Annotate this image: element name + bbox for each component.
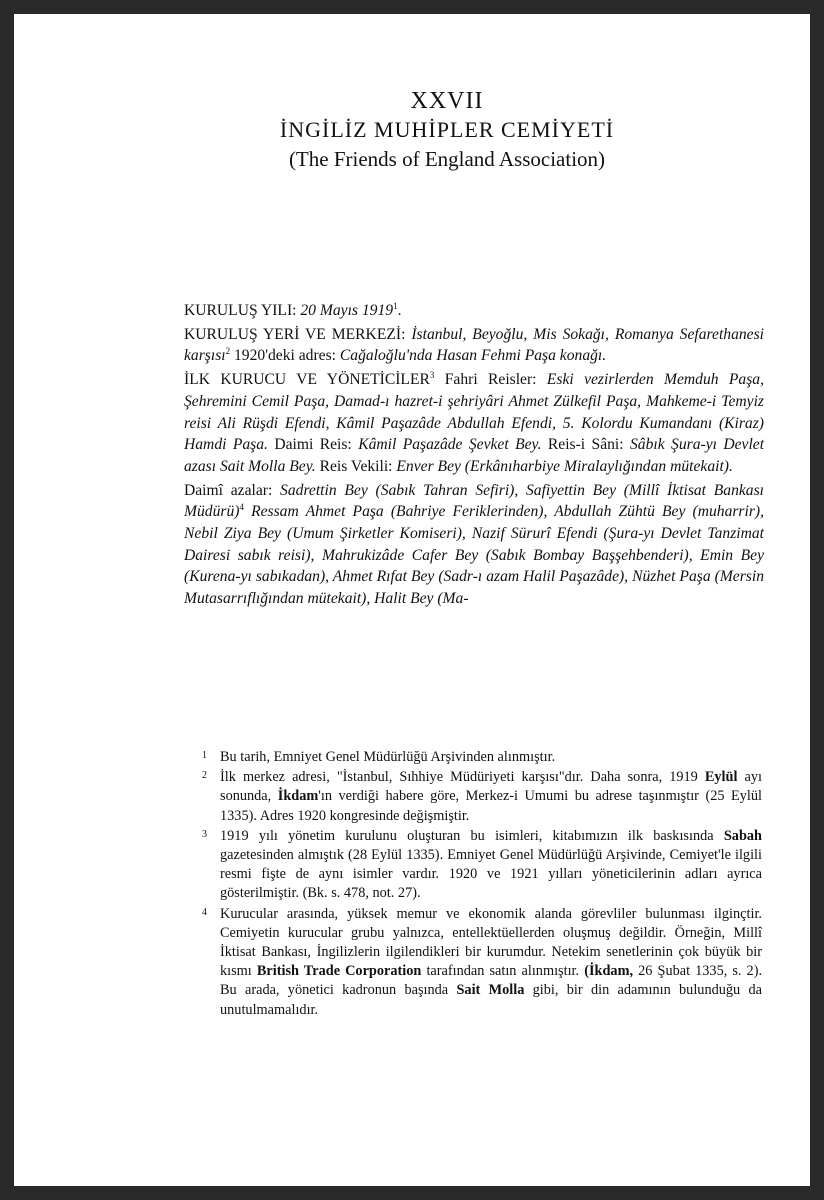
footnote-text: 26 Şubat 1335, s. 2). Bu arada, yönetici kadronun başında	[220, 963, 763, 999]
footnote-text: Bu tarih, Emniyet Genel Müdürlüğü Arşivinden alınmıştır.	[220, 749, 556, 765]
address-value: Cağaloğlu'nda Hasan Fehmi Paşa konağı.	[339, 347, 607, 365]
footnote-bold: Sait Molla	[456, 982, 525, 999]
footnote-bold: İkdam	[277, 788, 319, 805]
members-paragraph	[184, 480, 764, 610]
honorary-label: Fahri Reisler:	[444, 371, 537, 389]
footnotes	[202, 748, 762, 1021]
footnote-ref: 4	[239, 502, 244, 513]
footnote-text: gibi, bir din adamının bulunduğu da unutulmamalıdır.	[220, 982, 762, 1018]
footnote-2	[202, 768, 762, 826]
vice-president-label: Reis-i Sâni:	[547, 436, 624, 454]
deputy-label: Reis Vekili:	[319, 457, 393, 475]
footnote-4	[202, 905, 762, 1020]
chapter-number: XXVII	[410, 88, 484, 114]
footnote-text: 'ın verdiği habere göre, Merkez-i Umumi bu adrese taşınmıştır (25 Eylül 1335). Adres 1920 kongresinde değişmiştir.	[220, 788, 763, 824]
footnote-bold: British Trade Corporation	[256, 963, 422, 980]
deputy-value: Enver Bey (Erkânıharbiye Miralaylığından mütekait).	[396, 457, 733, 475]
members-label: Daimî azalar:	[184, 481, 273, 499]
footnote-bold: Eylül	[704, 769, 738, 786]
founding-year-label: KURULUŞ YILI:	[184, 302, 297, 319]
footnote-ref: 2	[225, 346, 231, 357]
footnote-1	[202, 748, 762, 767]
footnote-text: Kurucular arasında, yüksek memur ve ekonomik alanda görevliler bulunması ilginçtir. Cemiyetin kurucular grubu yalnızca, entellektüellerden oluşmuş değildir. Örneğin, Millî İktisat Bankası, İngilizlerin ilgilendikleri bir kurumdur. Netekim senetlerinin çok büyük bir kısmı	[220, 905, 762, 980]
chapter-title: İNGİLİZ MUHİPLER CEMİYETİ	[279, 117, 615, 142]
honorary-value: Eski vezirlerden Memduh Paşa, Şehremini Cemil Paşa, Damad-ı hazret-i şehriyâri Ahmet Zülkefil Paşa, Mahkeme-i Temyiz reisi Ali Rüşdi Efendi, Kâmil Paşazâde Abdullah Efendi, 5. Kolordu Kumandanı (Kiraz) Hamdi Paşa.	[184, 371, 764, 454]
footnote-3	[202, 827, 762, 904]
footnote-number: 2	[202, 770, 207, 782]
footnote-text: İlk merkez adresi, "İstanbul, Sıhhiye Müdüriyeti karşısı"dır. Daha sonra, 1919	[220, 769, 698, 786]
president-label: Daimi Reis:	[274, 436, 352, 454]
footnote-text: ayı sonunda,	[220, 769, 762, 805]
book-page	[14, 14, 810, 1186]
founding-year-paragraph: KURULUŞ YILI: 20 Mayıs 1919$^1$.	[184, 300, 402, 319]
address-prefix: 1920'deki adres:	[234, 347, 336, 365]
footnote-number: 4	[202, 906, 207, 918]
location-value: İstanbul, Beyoğlu, Mis Sokağı, Romanya Sefarethanesi karşısı	[184, 325, 764, 365]
vice-president-value: Sâbık Şura-yı Devlet azası Sait Molla Bey.	[184, 436, 765, 475]
founders-label: İLK KURUCU VE YÖNETİCİLER	[184, 371, 430, 389]
footnote-bold: (İkdam,	[584, 963, 634, 980]
founders-paragraph	[184, 369, 764, 478]
footnote-ref: 1	[393, 300, 398, 311]
members-value-b: Ressam Ahmet Paşa (Bahriye Feriklerinden), Abdullah Zühtü Bey (muharrir), Nebil Ziya Bey (Umum Şirketler Komiseri), Nazif Sürurî Efendi (Şura-yı Devlet Tanzimat Dairesi sabık reisi), Mahrukizâde Cafer Bey (Sabık Bombay Başşehbenderi), Emin Bey (Kurena-yı sabıkadan), Ahmet Rıfat Bey (Sadr-ı azam Halil Paşazâde), Nüzhet Paşa (Mersin Mutasarrıflığından mütekait), Halit Bey (Ma-	[184, 503, 764, 608]
founding-year-value: 20 Mayıs 1919	[300, 302, 394, 319]
main-text	[184, 300, 764, 610]
members-value-a: Sadrettin Bey (Sabık Tahran Sefiri), Safiyettin Bey (Millî İktisat Bankası Müdürü)	[184, 481, 765, 521]
location-paragraph	[184, 324, 764, 367]
footnote-number: 3	[202, 828, 207, 840]
chapter-subtitle: (The Friends of England Association)	[288, 147, 606, 171]
footnote-number: 1	[202, 750, 207, 761]
footnote-text: 1919 yılı yönetim kurulunu oluşturan bu isimleri, kitabımızın ilk baskısında	[220, 827, 714, 844]
footnote-bold: Sabah	[723, 827, 763, 844]
location-label: KURULUŞ YERİ VE MERKEZİ:	[184, 325, 406, 343]
footnote-ref: 3	[429, 369, 435, 380]
president-value: Kâmil Paşazâde Şevket Bey.	[358, 436, 542, 454]
footnote-text: gazetesinden almıştık (28 Eylül 1335). Emniyet Genel Müdürlüğü Arşivinde, Cemiyet'le ilgili resmi fişte de aynı isimler vardır. 1920 ve 1921 yılları yöneticilerinin adları ayrıca gösterilmiştir. (Bk. s. 478, not. 27).	[220, 847, 762, 902]
chapter-heading	[14, 86, 810, 174]
footnote-text: tarafından satın alınmıştır.	[426, 963, 580, 980]
